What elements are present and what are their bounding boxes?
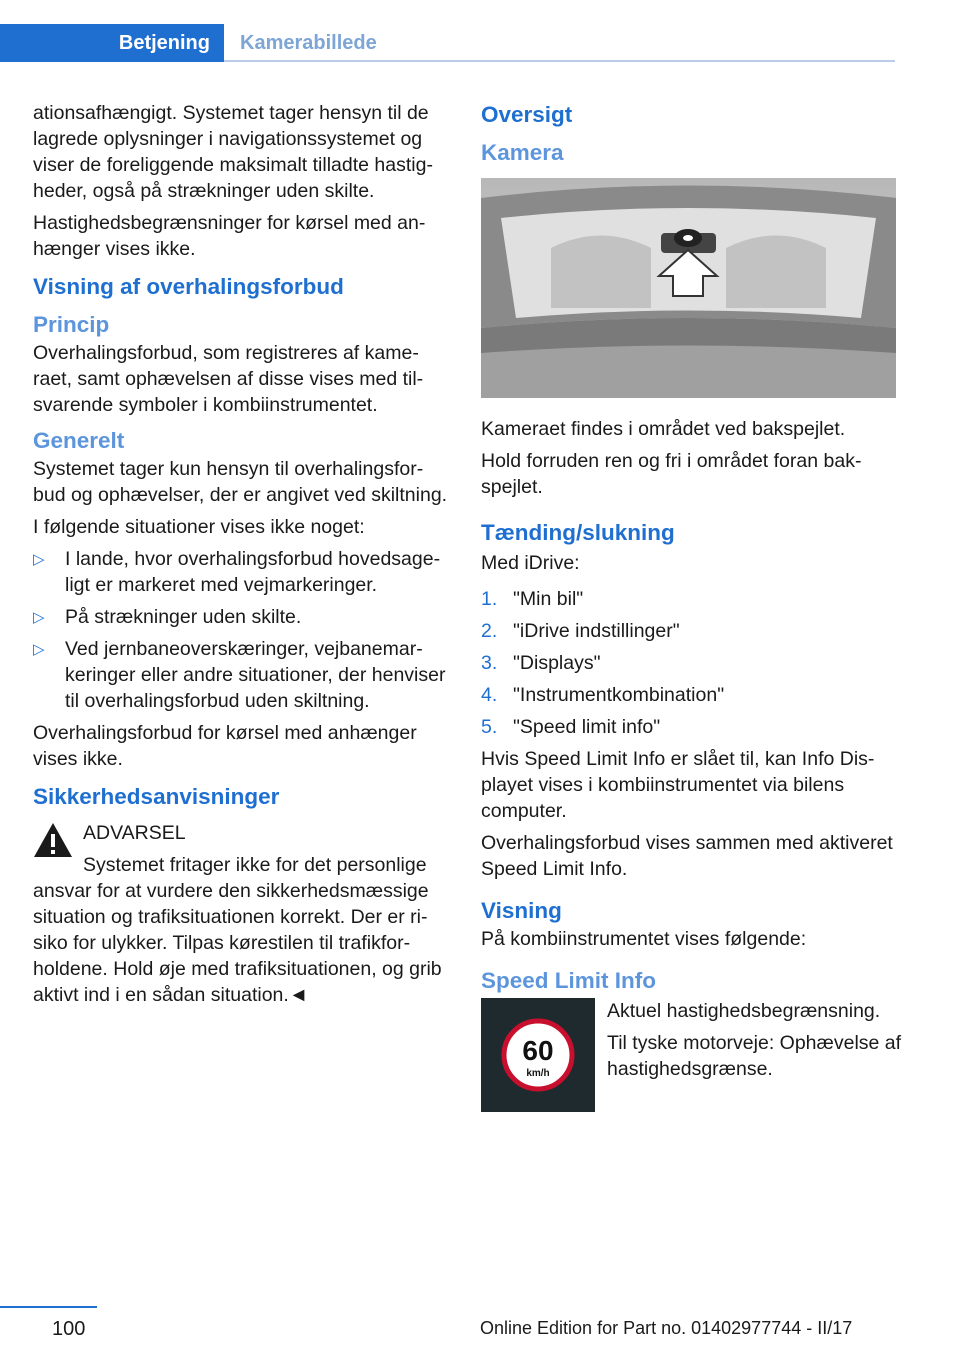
kamera-paragraph-1: Kameraet findes i området ved bakspejlet. — [481, 418, 846, 440]
princip-paragraph: Overhalingsforbud, som registreres af kameraet, samt ophævelsen af disse vises med tilsvarende symboler i kombiinstrumentet. — [33, 342, 424, 416]
situationer-paragraph: I følgende situationer vises ikke noget: — [33, 516, 365, 538]
sign-unit: km/h — [526, 1068, 550, 1079]
warning-box — [33, 820, 448, 1008]
speed-limit-section — [481, 998, 902, 1138]
header-tabs — [0, 24, 895, 62]
heading-visning: Visning — [481, 898, 562, 923]
warning-icon — [33, 822, 73, 858]
heading-princip: Princip — [33, 312, 110, 337]
heading-overhalingsforbud: Visning af overhalingsforbud — [33, 274, 344, 299]
right-column — [481, 100, 902, 1138]
triangle-bullet-icon: ▷ — [33, 609, 45, 626]
list-item: 1. "Min bil" — [481, 588, 584, 610]
camera-photo — [481, 178, 896, 398]
heading-speed-limit: Speed Limit Info — [481, 968, 657, 993]
sign-value: 60 — [522, 1035, 554, 1066]
generelt-paragraph: Systemet tager kun hensyn til overhalingsforbud og ophævelser, der er angivet ved skiltning. — [33, 458, 448, 506]
heading-generelt: Generelt — [33, 428, 125, 453]
warning-text: Systemet fritager ikke for det personlige ansvar for at vurdere den sikkerhedsmæssige situation og trafiksituationen korrekt. Der er risiko for ulykker. Tilpas kørestilen til trafikforholdene. Hold øje med trafiksituationen, og grib aktivt ind i en sådan situation.◄ — [33, 854, 442, 1006]
list-item: 5. "Speed limit info" — [481, 716, 661, 738]
list-item: 3. "Displays" — [481, 652, 601, 674]
aktuel-paragraph: Aktuel hastighedsbegrænsning. — [607, 1000, 881, 1022]
tyske-paragraph: Til tyske motorveje: Ophævelse af hastighedsgrænse. — [607, 1032, 902, 1080]
trailer-paragraph: Hastighedsbegrænsninger for kørsel med anhænger vises ikke. — [33, 212, 426, 260]
visning-paragraph: På kombiinstrumentet vises følgende: — [481, 928, 807, 950]
speed-sign-icon — [481, 998, 595, 1112]
situation-list — [33, 546, 448, 714]
anhaenger-paragraph: Overhalingsforbud for kørsel med anhænger vises ikke. — [33, 722, 417, 770]
list-item: ▷ På strækninger uden skilte. — [33, 604, 448, 630]
list-item: 2. "iDrive indstillinger" — [481, 620, 680, 642]
left-column — [33, 100, 448, 1008]
footer-rule — [0, 1306, 97, 1308]
intro-paragraph: ationsafhængigt. Systemet tager hensyn til de lagrede oplysninger i navigationssystemet og viser de foreliggende maksimalt tilladte hastigheder, også på strækninger uden skilte. — [33, 102, 433, 202]
kamera-paragraph-2: Hold forruden ren og fri i området foran bakspejlet. — [481, 450, 862, 498]
warning-title: ADVARSEL — [83, 822, 186, 844]
heading-taending: Tænding/slukning — [481, 520, 675, 545]
tab-betjening[interactable]: Betjening — [0, 24, 224, 62]
list-item: ▷ Ved jernbaneoverskæringer, vejbanemarkeringer eller andre situationer, der henviser til overhalingsforbud uden skiltning. — [33, 638, 446, 712]
speed-limit-text — [607, 998, 907, 1088]
footer-edition: Online Edition for Part no. 01402977744 - II/17 — [480, 1318, 853, 1338]
speed-sign-image — [481, 998, 595, 1112]
page-number: 100 — [52, 1318, 86, 1340]
triangle-bullet-icon: ▷ — [33, 641, 45, 658]
list-item: 4. "Instrumentkombination" — [481, 684, 725, 706]
idrive-steps — [481, 586, 896, 740]
heading-kamera: Kamera — [481, 140, 564, 165]
hvis-paragraph: Hvis Speed Limit Info er slået til, kan Info Displayet vises i kombiinstrumentet via bilens computer. — [481, 748, 875, 822]
list-item: ▷ I lande, hvor overhalingsforbud hovedsageligt er markeret med vejmarkeringer. — [33, 548, 441, 596]
overhaling-paragraph: Overhalingsforbud vises sammen med aktiveret Speed Limit Info. — [481, 832, 893, 880]
heading-sikkerhed: Sikkerhedsanvisninger — [33, 784, 280, 809]
heading-oversigt: Oversigt — [481, 102, 573, 127]
tab-kamerabillede[interactable]: Kamerabillede — [240, 32, 377, 54]
idrive-paragraph: Med iDrive: — [481, 552, 580, 574]
header-rule — [224, 60, 895, 62]
triangle-bullet-icon: ▷ — [33, 551, 45, 568]
